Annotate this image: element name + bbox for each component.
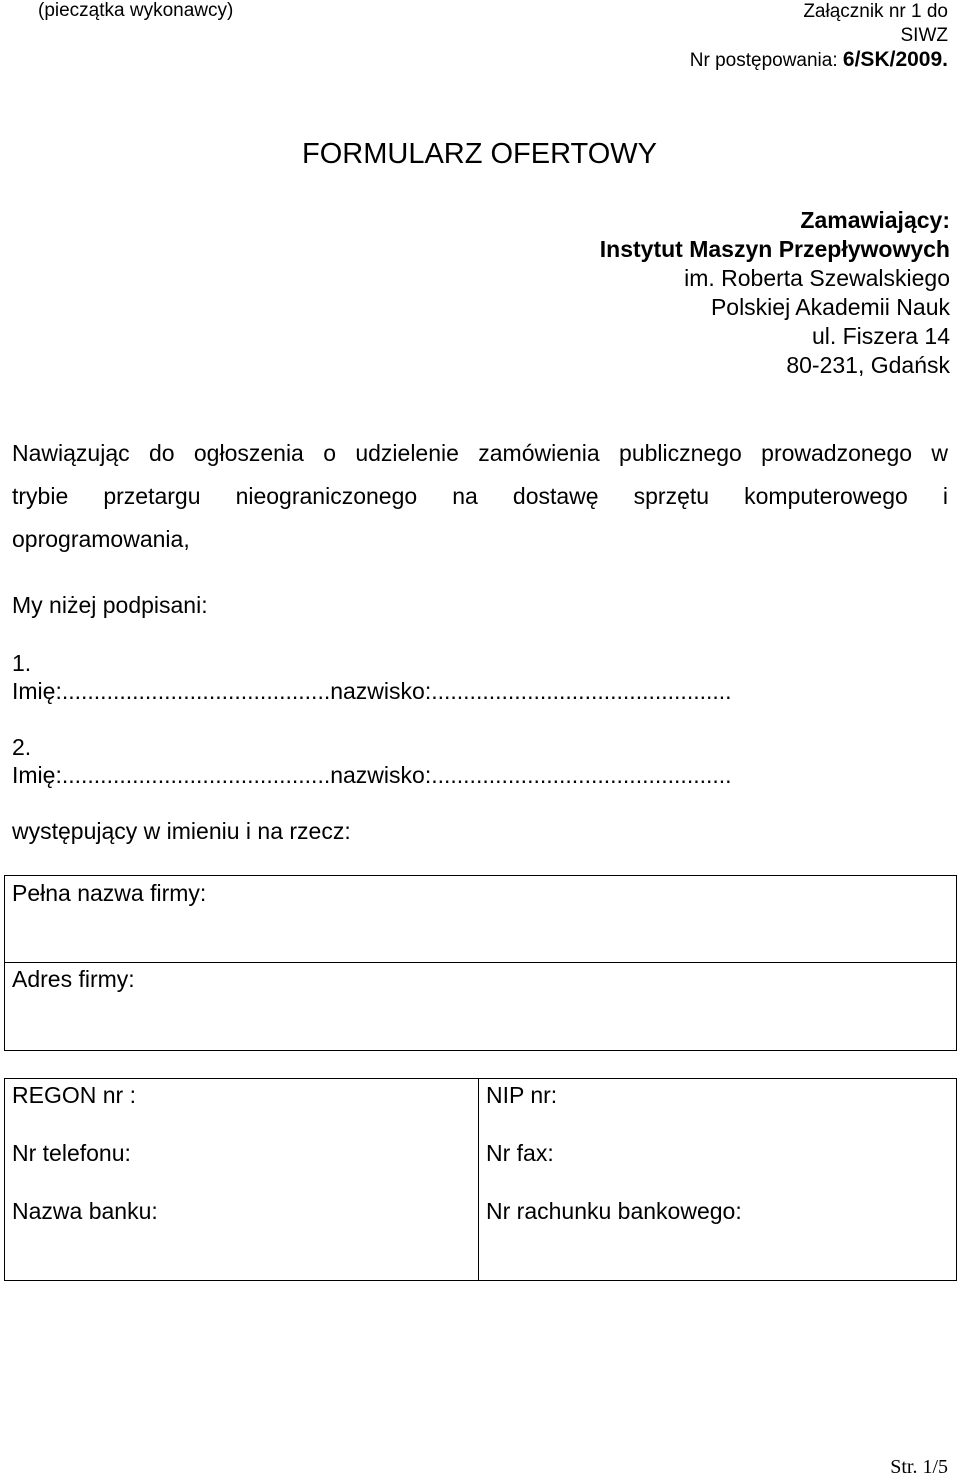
buyer-label: Zamawiający:	[800, 207, 950, 233]
intro-line-1: Nawiązując do ogłoszenia o udzielenie zamówienia publicznego prowadzonego w	[12, 440, 948, 466]
signatories-heading: My niżej podpisani:	[12, 592, 208, 618]
regon-label: REGON nr :	[12, 1082, 136, 1108]
page-number: Str. 1/5	[890, 1456, 948, 1478]
acting-for-label: występujący w imieniu i na rzecz:	[12, 818, 351, 844]
person-2-number: 2.	[12, 734, 32, 760]
intro-line-2: trybie przetargu nieograniczonego na dostawę sprzętu komputerowego i	[12, 483, 948, 509]
intro-line-3: oprogramowania,	[12, 526, 190, 552]
bank-account-label: Nr rachunku bankowego:	[486, 1198, 742, 1224]
intro-paragraph	[12, 432, 948, 561]
details-table-divider	[478, 1079, 479, 1280]
company-table	[4, 875, 957, 1051]
attachment-info	[690, 0, 948, 73]
person-1-number: 1.	[12, 650, 32, 676]
contractor-stamp-label: (pieczątka wykonawcy)	[38, 0, 234, 21]
buyer-address-block	[600, 206, 950, 380]
person-1-name-fields[interactable]: Imię:..........................................nazwisko:...............................................	[12, 678, 732, 704]
case-label: Nr postępowania:	[689, 50, 843, 71]
full-name-label: Pełna nazwa firmy:	[12, 880, 207, 906]
address-label: Adres firmy:	[12, 966, 135, 992]
buyer-line-3: Polskiej Akademii Nauk	[710, 294, 950, 320]
page-title: FORMULARZ OFERTOWY	[302, 138, 657, 170]
phone-label: Nr telefonu:	[12, 1140, 131, 1166]
buyer-line-2: im. Roberta Szewalskiego	[684, 265, 950, 291]
company-table-divider	[5, 962, 956, 963]
buyer-street: ul. Fiszera 14	[811, 323, 950, 349]
person-2-name-fields[interactable]: Imię:..........................................nazwisko:...............................................	[12, 762, 732, 788]
buyer-city: 80-231, Gdańsk	[786, 352, 950, 378]
case-number: 6/SK/2009.	[842, 48, 948, 71]
case-number-line	[690, 48, 948, 73]
details-table	[4, 1078, 957, 1281]
fax-label: Nr fax:	[486, 1140, 554, 1166]
nip-label: NIP nr:	[486, 1082, 558, 1108]
attachment-line-1: Załącznik nr 1 do	[803, 1, 948, 22]
buyer-name: Instytut Maszyn Przepływowych	[599, 236, 950, 262]
attachment-line-2: SIWZ	[900, 25, 948, 46]
bank-name-label: Nazwa banku:	[12, 1198, 158, 1224]
